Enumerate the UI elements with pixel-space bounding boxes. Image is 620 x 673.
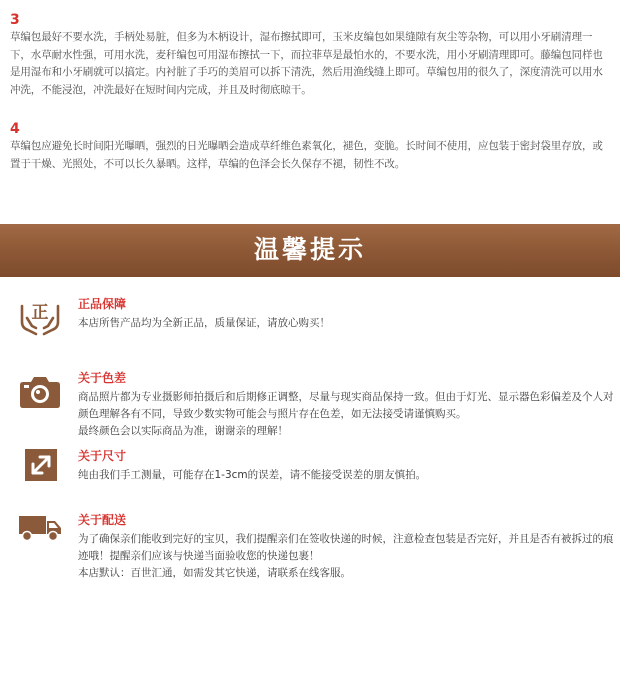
tips-banner — [0, 224, 620, 277]
delivery-truck-icon — [18, 514, 62, 554]
genuine-hands-icon — [18, 296, 62, 336]
resize-arrow-icon — [24, 448, 68, 488]
tip-line: 本店所售产品均为全新正品，质量保证，请放心购买！ — [78, 317, 330, 329]
tip-title: 关于配送 — [78, 513, 127, 527]
tip-line: 为了确保亲们能收到完好的宝贝，我们提醒亲们在签收快递的时候，注意检查包装是否完好，并且是否有被拆过的痕迹哦！提醒亲们应该与快递当面验收您的快递包裹！ — [78, 533, 614, 562]
care-step-4 — [10, 121, 610, 173]
tip-line: 纯由我们手工测量，可能存在1-3cm的误差，请不能接受误差的朋友慎拍。 — [78, 469, 427, 481]
tip-title: 正品保障 — [78, 297, 127, 311]
step-text: 草编包应避免长时间阳光曝晒，强烈的日光曝晒会造成草纤维色素氧化，褪色，变脆。长时间不使用，应包装于密封袋里存放，或置于干燥、光照处，不可以长久暴晒。这样，草编的色泽会长久保存不褪，韧性不改。 — [10, 140, 603, 170]
banner-title: 温馨提示 — [253, 235, 366, 264]
step-number: 3 — [10, 12, 20, 28]
camera-icon — [18, 375, 62, 415]
tip-title: 关于尺寸 — [78, 449, 127, 463]
svg-text:正: 正 — [31, 303, 49, 323]
tip-line: 最终颜色会以实际商品为准，谢谢亲的理解！ — [78, 425, 288, 437]
step-number: 4 — [10, 121, 20, 137]
care-step-3 — [10, 12, 610, 99]
tip-line: 商品照片都为专业摄影师拍摄后和后期修正调整，尽量与现实商品保持一致。但由于灯光、显示器色彩偏差及个人对颜色理解各有不同，导致少数实物可能会与照片存在色差，如无法接受请谨慎购买。 — [78, 391, 614, 420]
step-text: 草编包最好不要水洗，手柄处易脏，但多为木柄设计，湿布擦拭即可，玉米皮编包如果缝隙有灰尘等杂物，可以用小牙刷清理一下，水草耐水性强，可用水洗，麦秆编包可用湿布擦拭一下，而拉菲草是最怕水的，不要水洗，用小牙刷清理即可。藤编包同样也是用湿布和小牙刷就可以搞定。内衬脏了手巧的美眉可以拆下清洗，然后用渔线缝上即可。草编包用的很久了，深度清洗可以用水冲洗，不能浸泡，冲洗最好在短时间内完成，并且及时彻底晾干。 — [10, 31, 603, 96]
tip-line: 本店默认：百世汇通，如需发其它快递，请联系在线客服。 — [78, 567, 351, 579]
tip-title: 关于色差 — [78, 371, 127, 385]
